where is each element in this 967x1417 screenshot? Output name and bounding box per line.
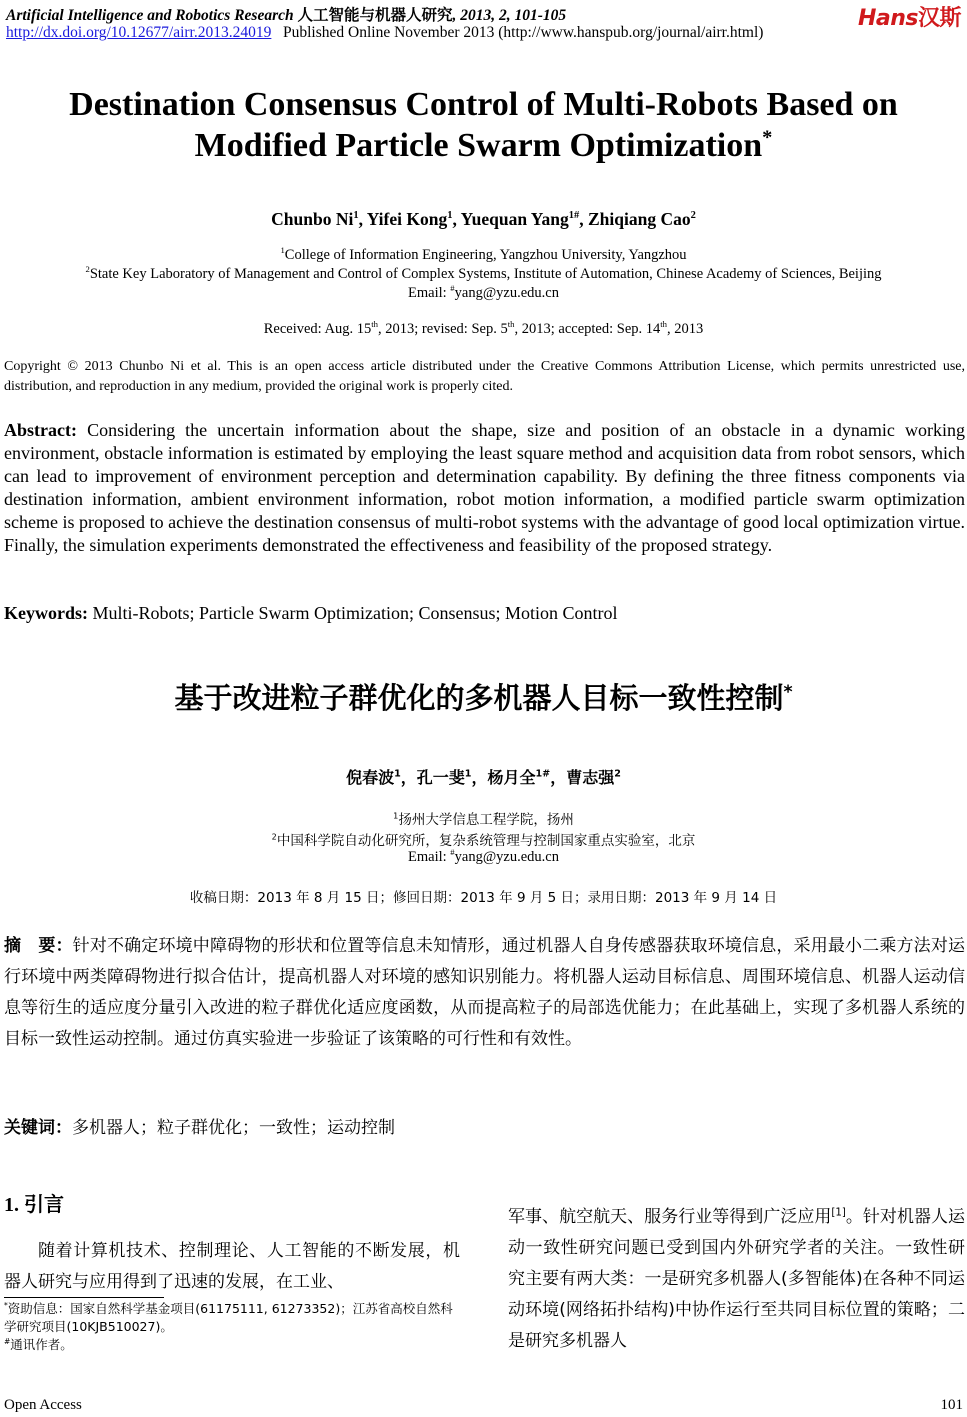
email-en — [0, 285, 967, 302]
author-cn-3-sup: 1# — [535, 768, 551, 780]
abstract-cn-text: 针对不确定环境中障碍物的形状和位置等信息未知情形，通过机器人自身传感器获取环境信息，采用最小二乘方法对运行环境中两类障碍物进行拟合估计，提高机器人对环境的感知识别能力。将机器人运动目标信息、周围环境信息、机器人运动信息等衍生的适应度分量引入改进的粒子群优化适应度函数，从而提高粒子的局部选优能力；在此基础上，实现了多机器人系统的目标一致性运动控制。通过仿真实验进一步验证了该策略的可行性和有效性。 — [4, 936, 965, 1049]
email-cn — [0, 849, 967, 866]
section-number: 1. — [4, 1194, 24, 1216]
footnote-2-text: 通讯作者。 — [10, 1337, 73, 1352]
title-cn-text: 基于改进粒子群优化的多机器人目标一致性控制 — [174, 681, 784, 715]
journal-volume: , 2013, 2, 101-105 — [452, 7, 567, 24]
author-1-sup: 1 — [353, 210, 359, 222]
abstract-en — [4, 419, 965, 557]
footer-open-access: Open Access — [4, 1397, 82, 1413]
logo-en: Hans — [857, 6, 918, 31]
accepted-year: , 2013 — [667, 321, 704, 337]
authors-en — [0, 209, 967, 230]
abstract-cn — [4, 931, 965, 1055]
keywords-en — [4, 603, 618, 624]
footnotes — [4, 1300, 464, 1354]
section-title: 引言 — [24, 1192, 64, 1216]
section-heading — [4, 1188, 64, 1217]
page-number: 101 — [940, 1397, 963, 1413]
author-cn-3: ，杨月全 — [471, 768, 536, 787]
revised-part: , 2013; revised: Sep. 5 — [378, 321, 508, 337]
email-cn-label: Email: — [408, 849, 451, 865]
citation-ref[interactable]: [1] — [831, 1207, 846, 1219]
published-info: Published Online November 2013 (http://www.hanspub.org/journal/airr.html) — [283, 24, 764, 41]
title-cn — [0, 676, 967, 717]
title-cn-mark: * — [783, 682, 793, 703]
revised-th: th — [507, 319, 515, 330]
right-text-b: 。针对机器人运动一致性研究问题已受到国内外研究学者的关注。一致性研究主要有两大类：一是研究多机器人(多智能体)在各种不同运动环境(网络拓扑结构)中协作运行至共同目标位置的策略；二是研究多机器人 — [508, 1207, 966, 1351]
keywords-text: Multi-Robots; Particle Swarm Optimization; Consensus; Motion Control — [88, 603, 618, 623]
accepted-th: th — [660, 319, 668, 330]
copyright-notice: Copyright © 2013 Chunbo Ni et al. This is an open access article distributed under the Creative Commons Attribution License, which permits unrestricted use, distribution, and reproduction in any medium, provided the original work is properly cited. — [4, 359, 965, 394]
aff-cn-1-text: 扬州大学信息工程学院，扬州 — [398, 812, 574, 828]
aff-cn-2-num: 2 — [271, 831, 277, 842]
keywords-cn — [4, 1113, 395, 1138]
journal-header — [6, 3, 566, 25]
title-en-mark: * — [762, 126, 773, 149]
authors-cn — [0, 765, 967, 788]
email-cn-address[interactable]: yang@yzu.edu.cn — [454, 849, 559, 865]
aff2-num: 2 — [85, 264, 90, 275]
author-4: , Zhiqiang Cao — [579, 209, 691, 229]
author-4-sup: 2 — [690, 210, 696, 222]
author-cn-2: ，孔一斐 — [400, 768, 465, 787]
author-3-sup: 1# — [568, 210, 580, 222]
email-cn-mark: # — [450, 847, 455, 858]
body-left-column: 随着计算机技术、控制理论、人工智能的不断发展，机器人研究与应用得到了迅速的发展，在工业、 — [4, 1241, 460, 1292]
body-right-column — [508, 1202, 965, 1357]
author-1: Chunbo Ni — [271, 209, 354, 229]
footnote-1-text: 资助信息：国家自然科学基金项目(61175111, 61273352)；江苏省高校自然科学研究项目(10KJB510027)。 — [4, 1301, 453, 1334]
email-address[interactable]: yang@yzu.edu.cn — [454, 285, 559, 301]
keywords-cn-label: 关键词： — [4, 1118, 72, 1138]
affiliation-cn-2 — [0, 829, 967, 849]
author-3: , Yuequan Yang — [452, 209, 569, 229]
footnote-corresponding — [4, 1336, 464, 1354]
title-en — [0, 84, 967, 166]
affiliation-1 — [0, 247, 967, 264]
email-label: Email: — [408, 285, 451, 301]
keywords-cn-text: 多机器人；粒子群优化；一致性；运动控制 — [72, 1118, 395, 1138]
author-cn-2-sup: 1 — [464, 768, 472, 780]
title-en-line1: Destination Consensus Control of Multi-Robots Based on — [69, 86, 898, 123]
aff-cn-1-num: 1 — [393, 810, 399, 821]
accepted-part: , 2013; accepted: Sep. 14 — [514, 321, 661, 337]
affiliation-2 — [0, 266, 967, 283]
received-part: Received: Aug. 15 — [263, 321, 372, 337]
hans-logo — [858, 1, 961, 32]
journal-name-cn: 人工智能与机器人研究 — [297, 7, 453, 24]
author-cn-1-sup: 1 — [394, 768, 401, 780]
abstract-label: Abstract: — [4, 420, 77, 440]
abstract-text: Considering the uncertain information about the shape, size and position of an obstacle in a dynamic working environment, obstacle information is estimated by employing the least square method and acquisition data from robot sensors, which can lead to improvement of environment perception and determination capability. By defining the three fitness components via destination information, ambient environment information, robot motion information, a modified particle swarm optimization scheme is proposed to achieve the destination consensus of multi-robot systems with the advantage of good local optimization virtue. Finally, the simulation experiments demonstrated the effectiveness and feasibility of the proposed strategy. — [4, 420, 965, 555]
received-th: th — [371, 319, 379, 330]
received-dates-cn: 收稿日期：2013 年 8 月 15 日；修回日期：2013 年 9 月 5 日；录用日期：2013 年 9 月 14 日 — [189, 890, 778, 906]
aff1-num: 1 — [280, 245, 285, 256]
journal-name: Artificial Intelligence and Robotics Research — [6, 7, 294, 24]
author-cn-1: 倪春波 — [346, 768, 395, 787]
footnote-rule — [4, 1297, 164, 1298]
affiliation-cn-1 — [0, 808, 967, 828]
author-2-sup: 1 — [447, 210, 453, 222]
doi-link[interactable]: http://dx.doi.org/10.12677/airr.2013.24019 — [6, 24, 272, 41]
received-dates-en — [0, 321, 967, 338]
email-mark: # — [450, 283, 455, 294]
author-cn-4: ，曹志强 — [550, 768, 615, 787]
author-2: , Yifei Kong — [358, 209, 448, 229]
footnote-2-mark: # — [4, 1336, 11, 1346]
right-text-a: 军事、航空航天、服务行业等得到广泛应用 — [508, 1207, 832, 1227]
footnote-funding — [4, 1300, 464, 1336]
aff2-text: State Key Laboratory of Management and Control of Complex Systems, Institute of Automation, Chinese Academy of Sciences, Beijing — [89, 266, 882, 282]
title-en-line2: Modified Particle Swarm Optimization — [194, 127, 763, 164]
footnote-1-mark: * — [4, 1300, 8, 1310]
keywords-label: Keywords: — [4, 603, 88, 623]
aff-cn-2-text: 中国科学院自动化研究所，复杂系统管理与控制国家重点实验室，北京 — [276, 833, 696, 849]
author-cn-4-sup: 2 — [614, 768, 621, 780]
logo-cn: 汉斯 — [917, 6, 961, 31]
abstract-cn-label: 摘 要： — [4, 936, 73, 956]
doi-line — [6, 24, 763, 42]
aff1-text: College of Information Engineering, Yangzhou University, Yangzhou — [284, 247, 687, 263]
